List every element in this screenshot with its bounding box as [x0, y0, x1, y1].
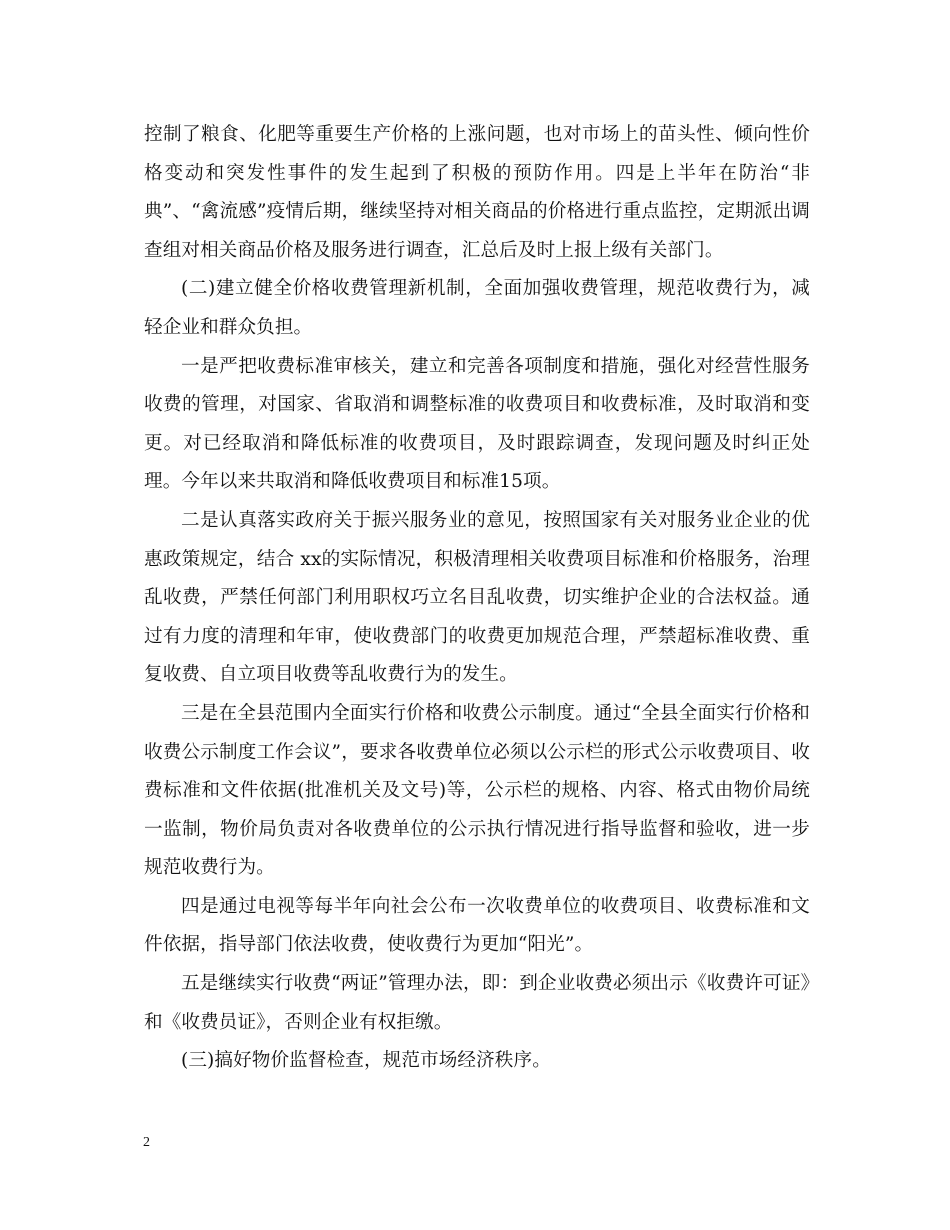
paragraph-item-two: 二是认真落实政府关于振兴服务业的意见，按照国家有关对服务业企业的优惠政策规定，结合 xx的实际情况，积极清理相关收费项目标准和价格服务，治理乱收费，严禁任何部门利用职权巧立名目乱收费，切实维护企业的合法权益。通过有力度的清理和年审，使收费部门的收费更加规范合理，严禁超标准收费、重复收费、自立项目收费等乱收费行为的发生。 [144, 509, 810, 686]
paragraph-item-four: 四是通过电视等每半年向社会公布一次收费单位的收费项目、收费标准和文件依据，指导部门依法收费，使收费行为更加“阳光”。 [144, 895, 810, 956]
paragraph-section-two-heading: (二)建立健全价格收费管理新机制，全面加强收费管理，规范收费行为，减轻企业和群众负担。 [144, 278, 810, 338]
paragraph-item-five: 五是继续实行收费“两证”管理办法，即：到企业收费必须出示《收费许可证》和《收费员证》，否则企业有权拒缴。 [144, 973, 810, 1033]
paragraph-section-three-heading: (三)搞好物价监督检查，规范市场经济秩序。 [181, 1050, 551, 1072]
page-number: 2 [143, 1135, 150, 1150]
paragraph-item-three: 三是在全县范围内全面实行价格和收费公示制度。通过“全县全面实行价格和收费公示制度工作会议”，要求各收费单位必须以公示栏的形式公示收费项目、收费标准和文件依据(批准机关及文号)等，公示栏的规格、内容、格式由物价局统一监制，物价局负责对各收费单位的公示执行情况进行指导监督和验收，进一步规范收费行为。 [144, 702, 810, 879]
paragraph-continuation: 控制了粮食、化肥等重要生产价格的上涨问题，也对市场上的苗头性、倾向性价格变动和突发性事件的发生起到了积极的预防作用。四是上半年在防治“非典”、“禽流感”疫情后期，继续坚持对相关商品的价格进行重点监控，定期派出调查组对相关商品价格及服务进行调查，汇总后及时上报上级有关部门。 [144, 124, 810, 261]
document-body [144, 116, 810, 1081]
paragraph-item-one: 一是严把收费标准审核关，建立和完善各项制度和措施，强化对经营性服务收费的管理，对国家、省取消和调整标准的收费项目和收费标准，及时取消和变更。对已经取消和降低标准的收费项目，及时跟踪调查，发现问题及时纠正处理。今年以来共取消和降低收费项目和标准15项。 [144, 355, 810, 493]
